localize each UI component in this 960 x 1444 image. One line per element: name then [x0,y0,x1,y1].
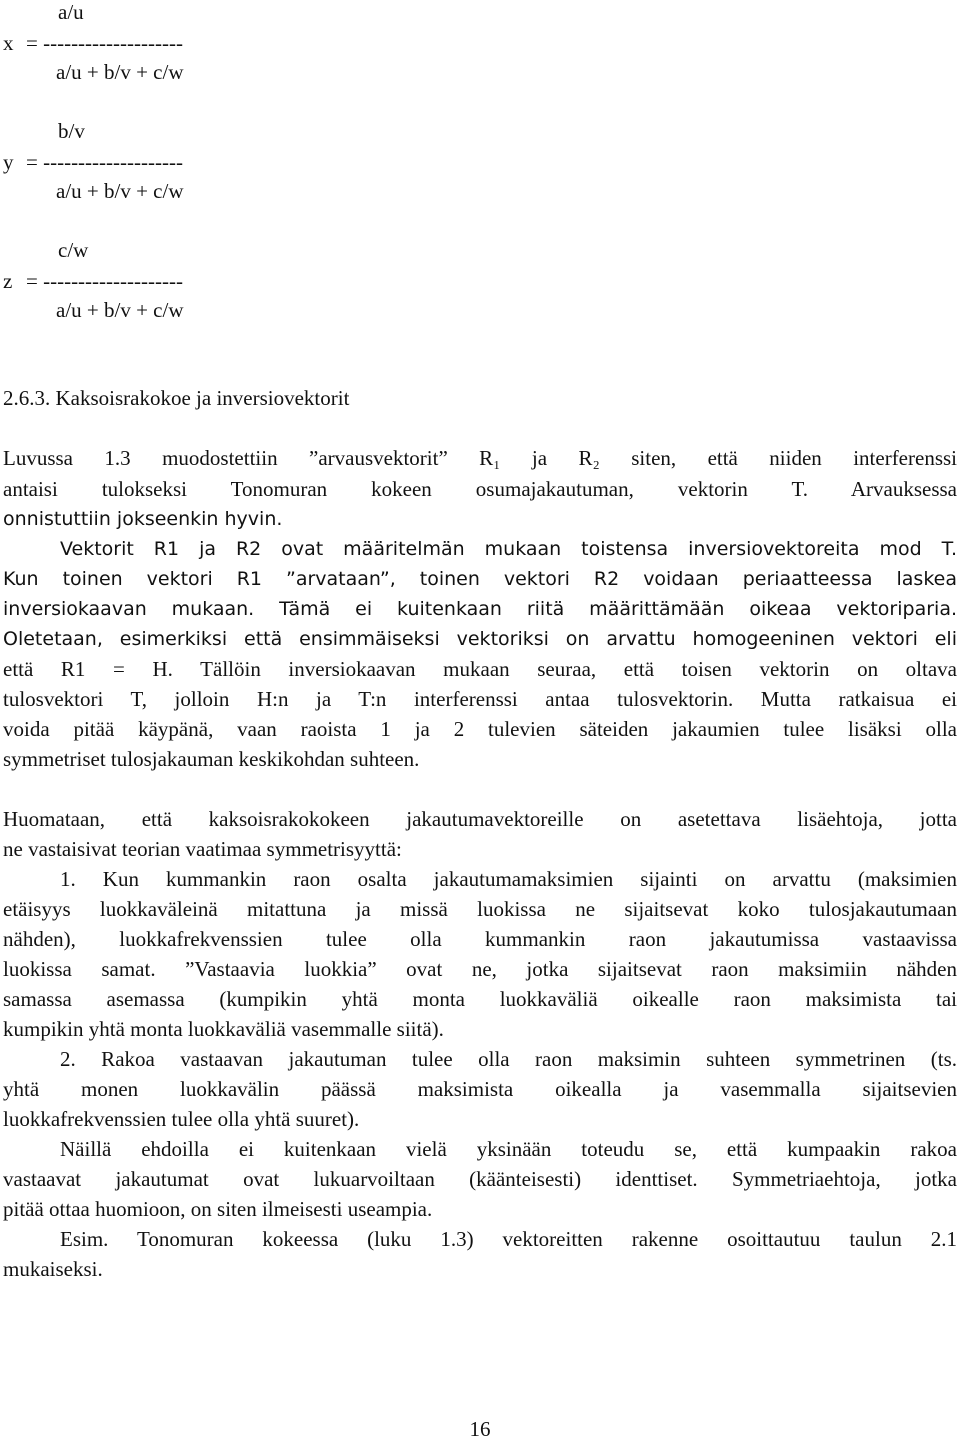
formula-z-variable: z [3,269,13,293]
text-line: Esim. Tonomuran kokeessa (luku 1.3) vektoreitten rakenne osoittautuu taulun 2.1 [60,1227,957,1251]
section-heading: 2.6.3. Kaksoisrakokoe ja inversiovektorit [3,386,350,410]
text-line: 2. Rakoa vastaavan jakautuman tulee olla raon maksimin suhteen symmetrinen (ts. [60,1047,957,1071]
text-line: samassa asemassa (kumpikin yhtä monta luokkaväliä oikealle raon maksimista tai [3,987,957,1011]
text-line: Näillä ehdoilla ei kuitenkaan vielä yksinään toteudu se, että kumpaakin rakoa [60,1137,957,1161]
formula-y-fraction-bar: = -------------------- [26,150,183,174]
text-line: luokissa samat. ”Vastaavia luokkia” ovat ne, jotka sijaitsevat raon maksimiin nähden [3,957,957,981]
text-line: Huomataan, että kaksoisrakokokeen jakautumavektoreille on asetettava lisäehtoja, jotta [3,807,957,831]
text-line: luokkafrekvenssien tulee olla yhtä suuret). [3,1107,360,1131]
text-line: Luvussa 1.3 muodostettiin ”arvausvektorit” R₁ ja R₂ siten, että niiden interferenssi [3,446,957,470]
text-line: Oletetaan, esimerkiksi että ensimmäiseksi vektoriksi on arvattu homogeeninen vektori eli [3,628,957,650]
text-line: vastaavat jakautumat ovat lukuarvoiltaan (käänteisesti) identtiset. Symmetriaehtoja, jotka [3,1167,957,1191]
formula-x-fraction-bar: = -------------------- [26,31,183,55]
formula-x-denominator: a/u + b/v + c/w [56,60,184,84]
text-line: että R1 = H. Tällöin inversiokaavan mukaan seuraa, että toisen vektorin on oltava [3,657,957,681]
text-line: mukaiseksi. [3,1257,103,1281]
text-line: yhtä monen luokkavälin päässä maksimista oikealla ja vasemmalla sijaitsevien [3,1077,957,1101]
text-line: Vektorit R1 ja R2 ovat määritelmän mukaan toistensa inversiovektoreita mod T. [60,538,957,560]
text-line: kumpikin yhtä monta luokkaväliä vasemmalle siitä). [3,1017,444,1041]
text-line: symmetriset tulosjakauman keskikohdan suhteen. [3,747,420,771]
text-line: onnistuttiin jokseenkin hyvin. [3,508,283,530]
text-line: pitää ottaa huomioon, on siten ilmeisesti useampia. [3,1197,433,1221]
text-line: inversiokaavan mukaan. Tämä ei kuitenkaan riitä määrittämään oikeaa vektoriparia. [3,598,957,620]
formula-z-denominator: a/u + b/v + c/w [56,298,184,322]
text-line: Kun toinen vektori R1 ”arvataan”, toinen vektori R2 voidaan periaatteessa laskea [3,568,957,590]
formula-z-fraction-bar: = -------------------- [26,269,183,293]
formula-x-variable: x [3,31,14,55]
text-line: antaisi tulokseksi Tonomuran kokeen osumajakautuman, vektorin T. Arvauksessa [3,477,957,501]
text-line: 1. Kun kummankin raon osalta jakautumamaksimien sijainti on arvattu (maksimien [60,867,957,891]
formula-y-denominator: a/u + b/v + c/w [56,179,184,203]
formula-x-numerator: a/u [58,0,84,24]
text-line: voida pitää käypänä, vaan raoista 1 ja 2 tulevien säteiden jakaumien tulee lisäksi olla [3,717,957,741]
formula-z-numerator: c/w [58,238,89,262]
text-line: nähden), luokkafrekvenssien tulee olla kummankin raon jakautumissa vastaavissa [3,927,957,951]
text-line: tulosvektori T, jolloin H:n ja T:n interferenssi antaa tulosvektorin. Mutta ratkaisua ei [3,687,957,711]
text-line: etäisyys luokkaväleinä mitattuna ja missä luokissa ne sijaitsevat koko tulosjakautumaan [3,897,957,921]
text-line: ne vastaisivat teorian vaatimaa symmetrisyyttä: [3,837,402,861]
formula-y-numerator: b/v [58,119,85,143]
formula-y-variable: y [3,150,14,174]
page-number: 16 [469,1417,491,1441]
